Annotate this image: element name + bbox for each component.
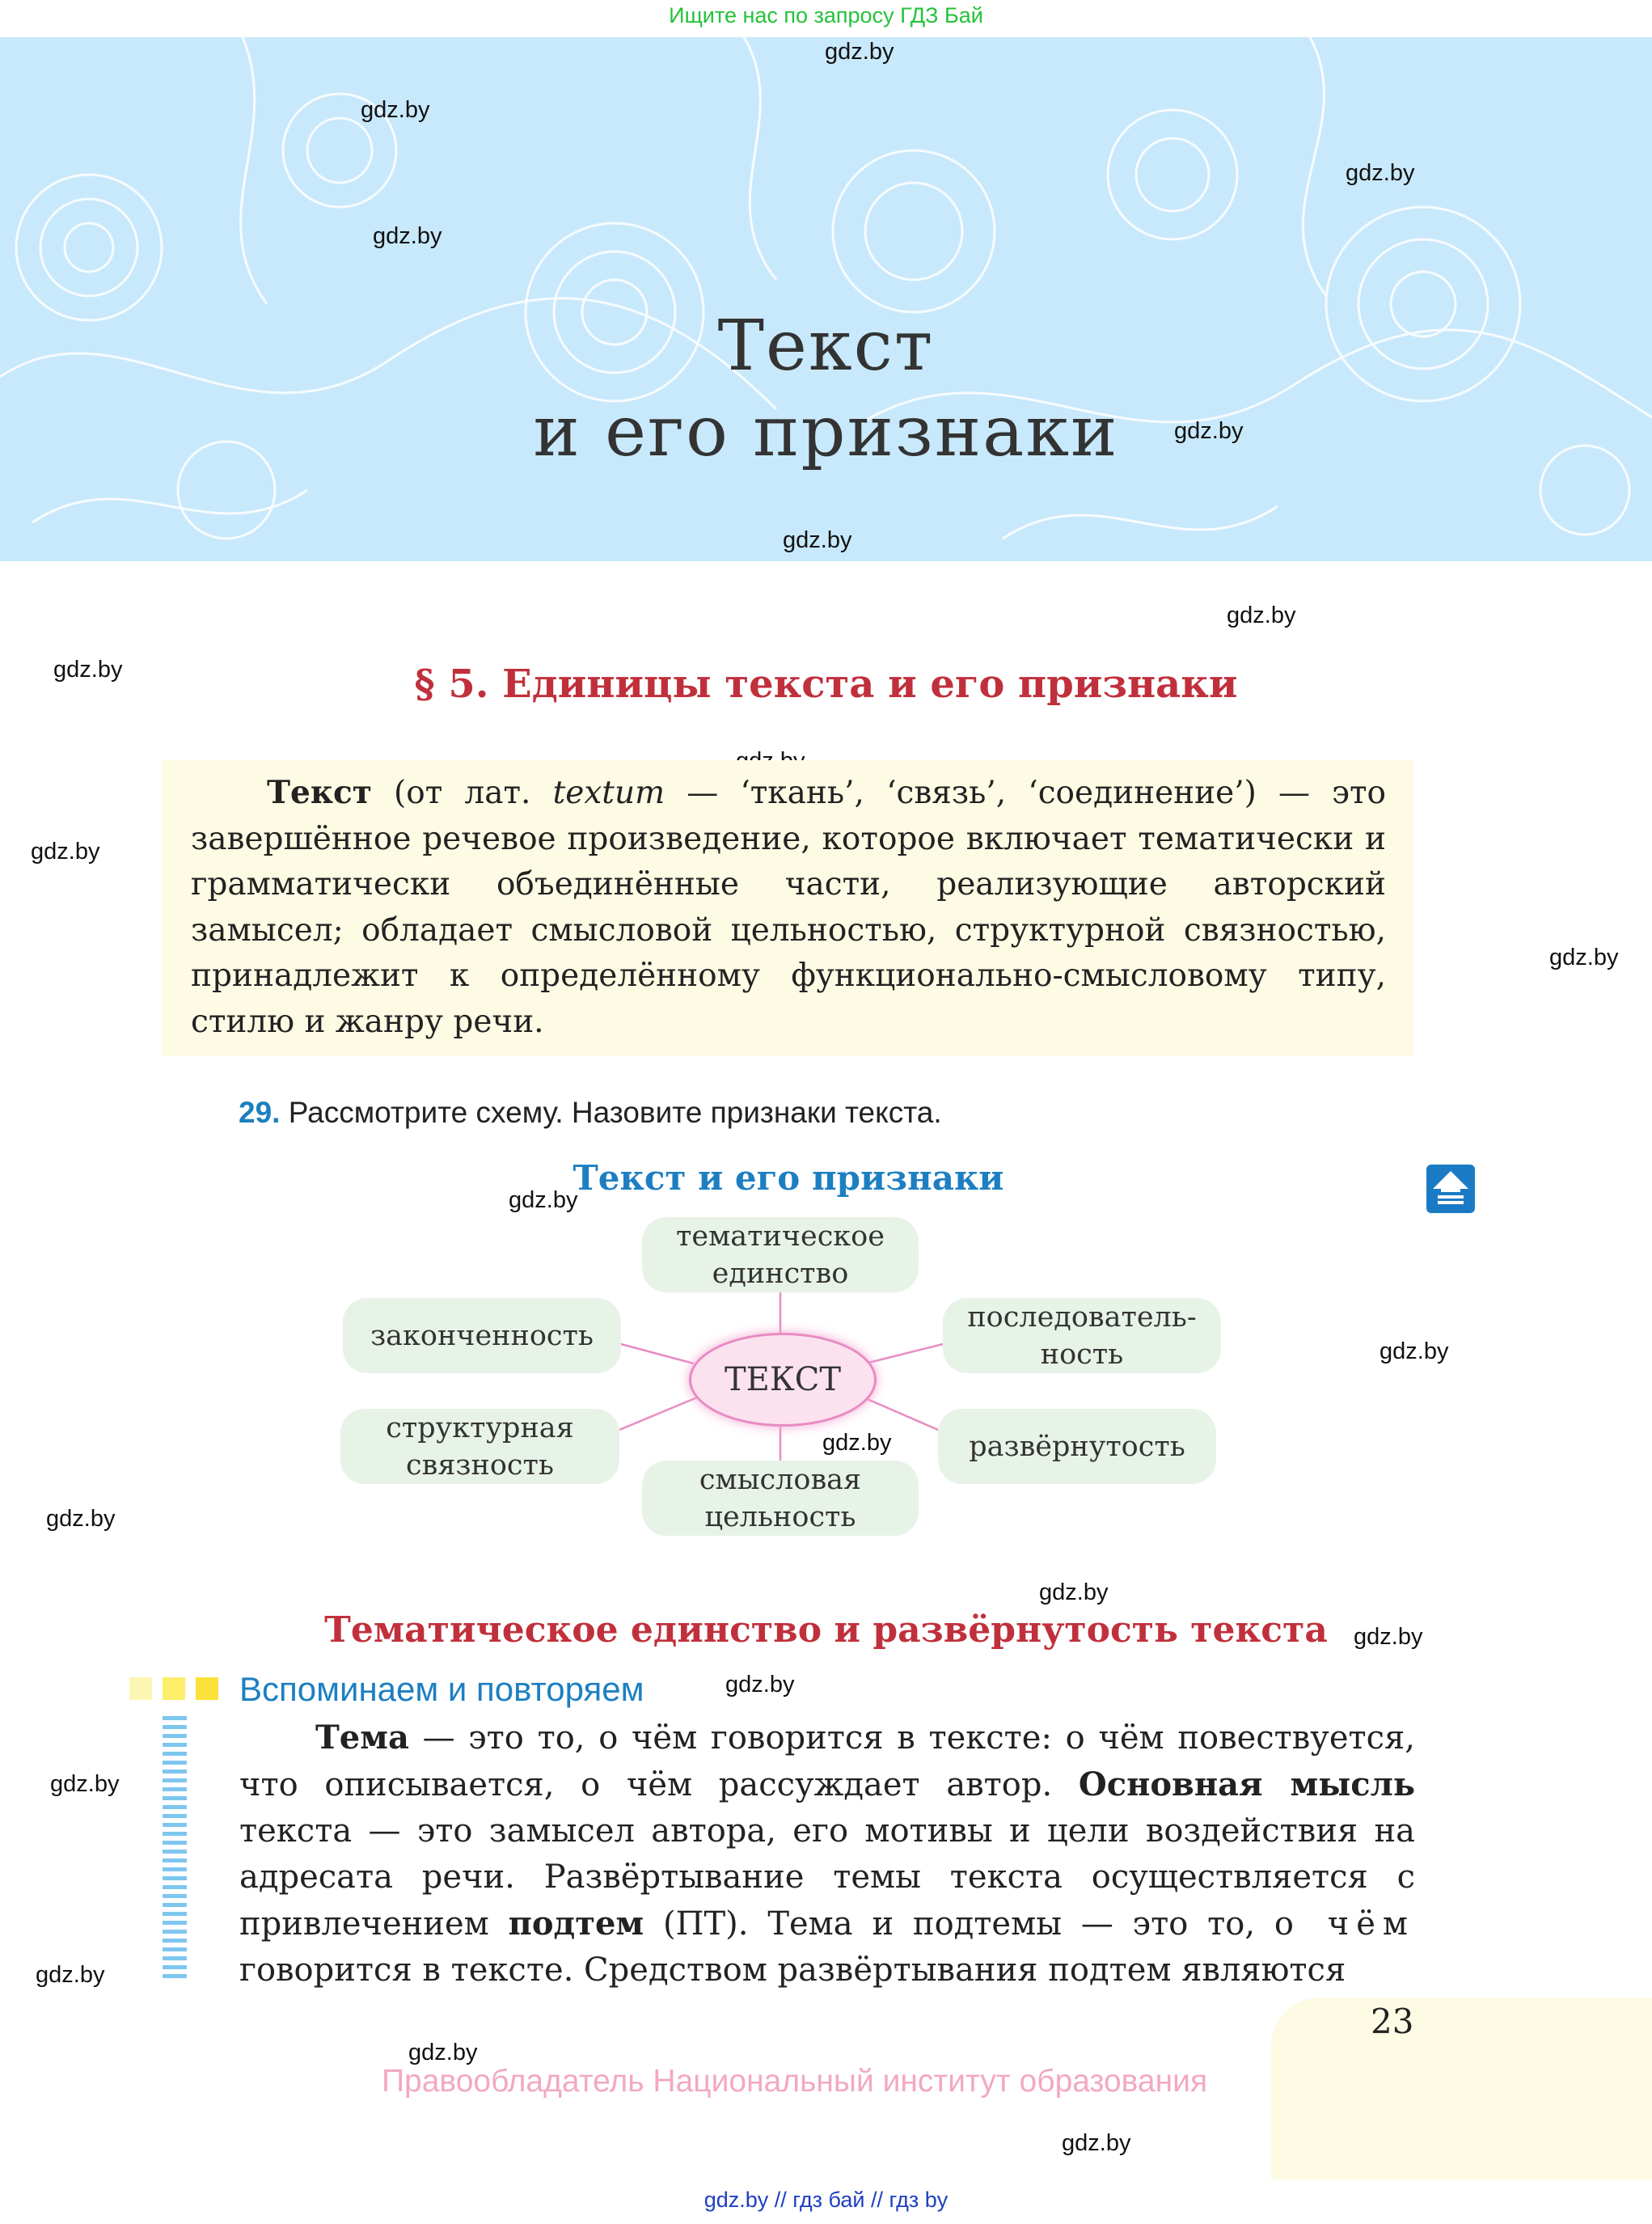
footer-links[interactable]: gdz.by // гдз бай // гдз by [703, 2188, 949, 2212]
node-unfolding [938, 1409, 1216, 1484]
definition-part: — ‘ткань’, ‘связь’, ‘соединение’) — это завершённое речевое произведение, которое включает тематически и грамматически объединённые части, реализующие авторский замысел; обладает смысловой цельностью, структурной связностью, принадлежит к определённому функционально-смысловому типу, стилю и жанру речи. [191, 775, 1386, 1040]
watermark: gdz.by [1346, 160, 1415, 186]
task-text: Рассмотрите схему. Назовите признаки текста. [288, 1096, 942, 1129]
chapter-title-line2: и его признаки [533, 391, 1119, 472]
rights-holder: Правообладатель Национальный институт образования [382, 2064, 1208, 2099]
node-thematic-unity [642, 1217, 919, 1292]
node-label: цельность [704, 1500, 856, 1533]
node-label: законченность [370, 1319, 594, 1352]
watermark: gdz.by [408, 2040, 478, 2065]
section-title: § 5. Единицы текста и его признаки [414, 662, 1238, 707]
square-icon [196, 1677, 218, 1700]
top-link[interactable]: Ищите нас по запросу ГДЗ Бай [669, 3, 983, 27]
watermark: gdz.by [822, 1430, 892, 1456]
body-term: Тема [315, 1719, 409, 1757]
node-label: связность [406, 1448, 554, 1482]
watermark: gdz.by [1039, 1579, 1109, 1605]
watermark: gdz.by [1227, 603, 1296, 628]
margin-ruler [163, 1716, 187, 1979]
body-part: говорится в тексте. Средством развёртывания подтем являются [239, 1951, 1346, 1989]
watermark: gdz.by [1379, 1338, 1449, 1364]
center-label: ТЕКСТ [724, 1361, 842, 1398]
body-part: текста — это замысел автора, его мотивы и цели воздействия на адресата речи. Развёртывание темы текста осуществляется с привлечением [239, 1812, 1415, 1943]
page-number: 23 [1371, 2002, 1414, 2041]
watermark: gdz.by [46, 1506, 116, 1532]
watermark: gdz.by [1174, 418, 1244, 444]
watermark: gdz.by [1062, 2130, 1131, 2156]
body-part: (ПТ). Тема и подтемы — это то, [644, 1905, 1274, 1943]
watermark: gdz.by [361, 97, 430, 123]
task-number: 29. [239, 1096, 281, 1129]
node-label: тематическое [676, 1220, 885, 1253]
node-center-text [689, 1333, 877, 1427]
node-label: смысловая [699, 1463, 862, 1496]
square-icon [163, 1677, 185, 1700]
watermark: gdz.by [36, 1962, 105, 1988]
watermark: gdz.by [50, 1771, 120, 1797]
subsection-title: Тематическое единство и развёрнутость текста [324, 1609, 1328, 1651]
square-icon [129, 1677, 152, 1700]
definition-term: Текст [267, 774, 372, 811]
watermark: gdz.by [53, 657, 123, 683]
body-text [239, 1715, 1415, 1994]
node-completeness [343, 1298, 621, 1373]
watermark: gdz.by [509, 1187, 578, 1213]
node-label: развёрнутость [969, 1430, 1185, 1463]
recall-label: Вспоминаем и повторяем [239, 1670, 644, 1708]
page-number-box [1271, 1998, 1652, 2180]
node-label: последователь- [967, 1300, 1197, 1334]
watermark: gdz.by [783, 527, 852, 553]
node-label: единство [712, 1257, 849, 1290]
watermark: gdz.by [31, 839, 100, 865]
body-part: — это то, о чём говорится в тексте: о чём повествуется, что описывается, о чём рассуждает автор. [239, 1719, 1415, 1803]
watermark: gdz.by [725, 1672, 795, 1698]
body-term: подтем [508, 1905, 644, 1943]
watermark: gdz.by [373, 223, 442, 249]
watermark: gdz.by [825, 39, 894, 65]
diagram-title: Текст и его признаки [572, 1158, 1004, 1198]
body-term: Основная мысль [1078, 1765, 1416, 1803]
watermark: gdz.by [1549, 945, 1619, 970]
definition-part: (от лат. [371, 775, 553, 811]
definition-latin: textum [552, 775, 665, 811]
node-label: структурная [386, 1411, 574, 1444]
chapter-title-line1: Текст [717, 306, 935, 387]
node-label: ность [1040, 1338, 1124, 1371]
watermark: gdz.by [1354, 1624, 1423, 1650]
node-semantic-integrity [642, 1461, 919, 1536]
node-structural-coherence [340, 1409, 619, 1484]
node-sequence [943, 1298, 1221, 1373]
body-spaced: о чём [1274, 1905, 1416, 1943]
